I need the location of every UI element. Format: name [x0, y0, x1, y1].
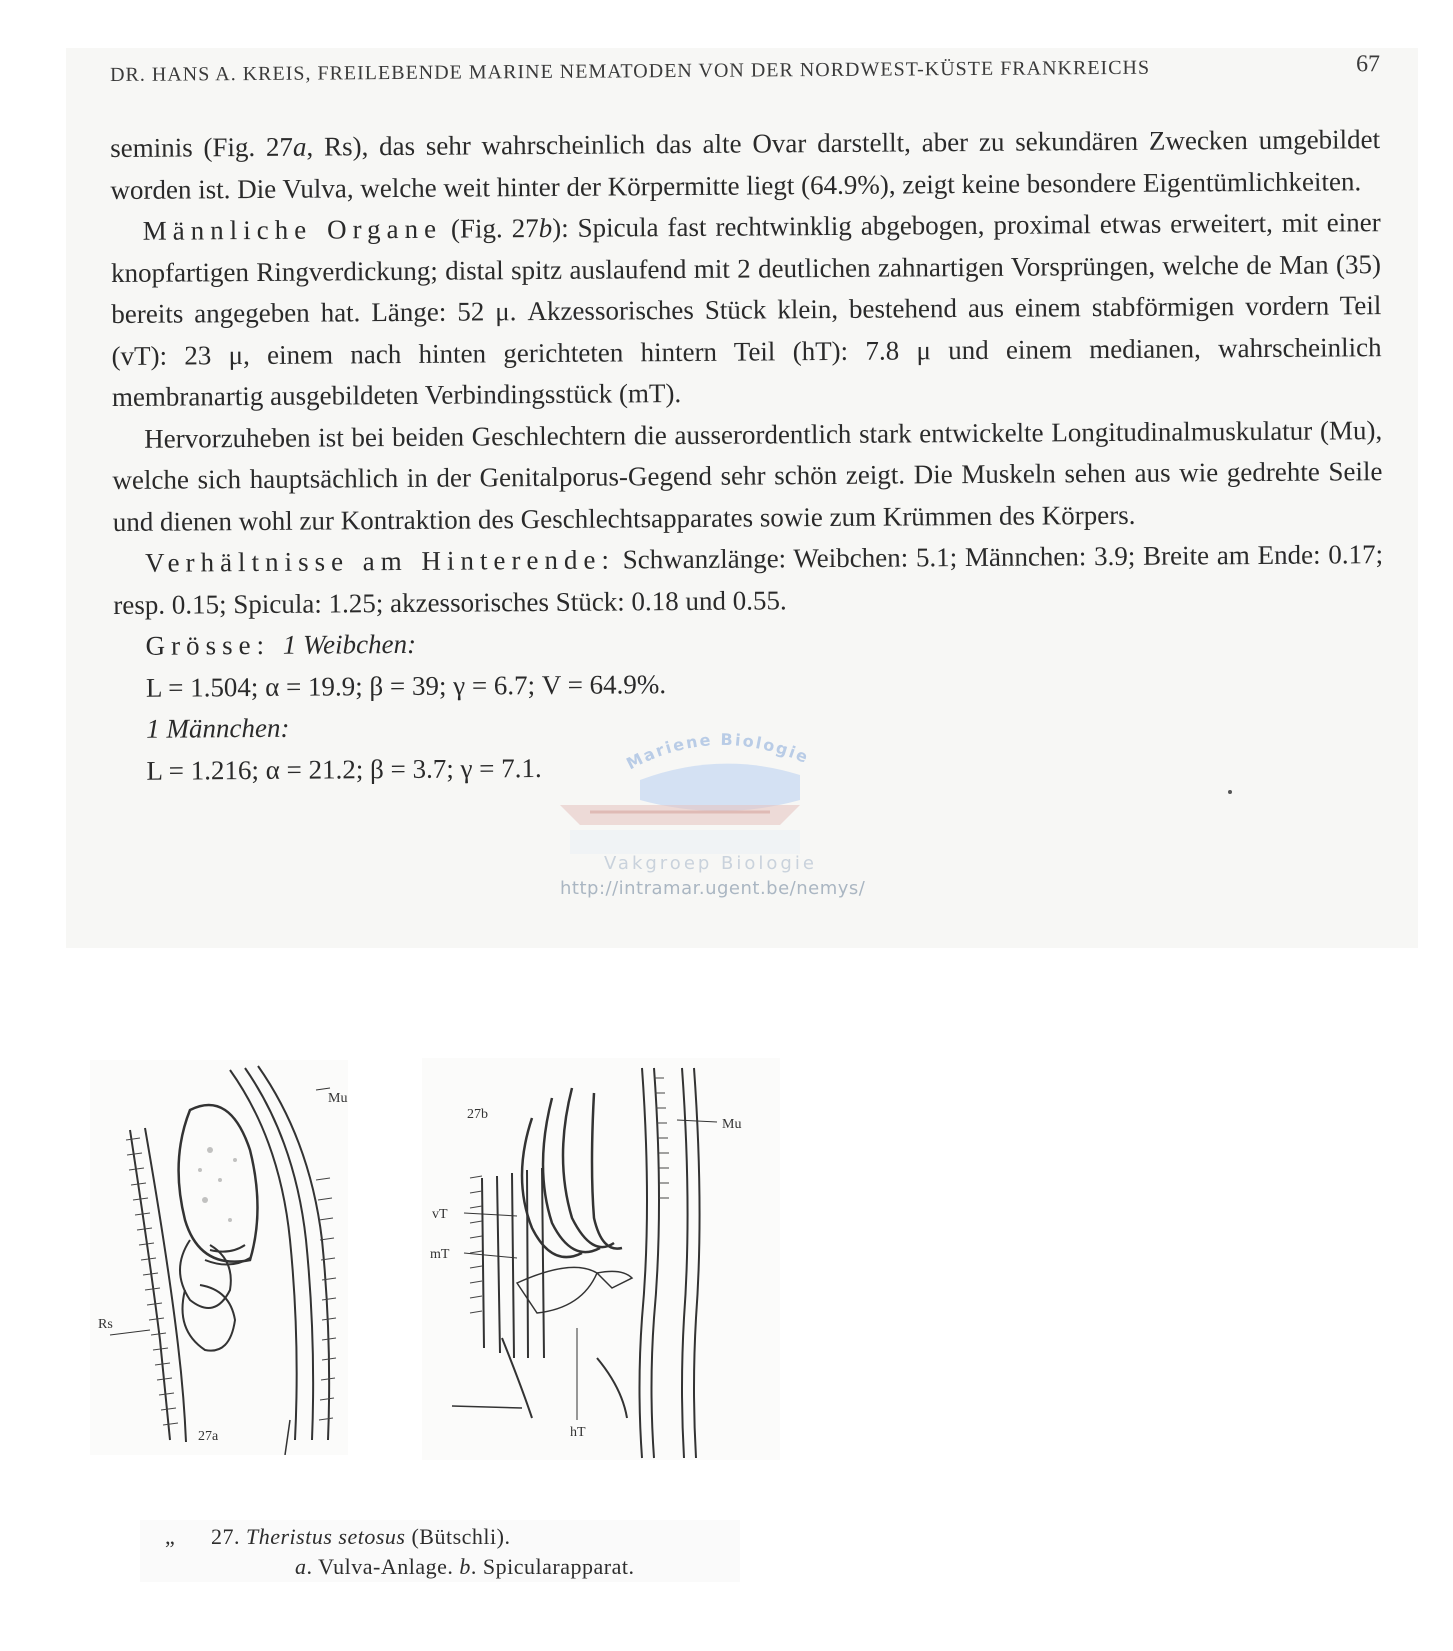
figure-27b-ht-label: hT [570, 1425, 586, 1440]
male-measurements: L = 1.216; α = 21.2; β = 3.7; γ = 7.1. [146, 752, 542, 786]
watermark-arc-text: Mariene Biologie [623, 730, 813, 774]
paragraph-1: seminis (Fig. 27a, Rs), das sehr wahrscheinlich das alte Ovar darstellt, aber zu sekundären Zwecken umgebildet worden ist. Die Vulva, welche weit hinter der Körpermitte liegt (64.9%), zeigt keine besondere Eigentümlichkeiten. [110, 124, 1381, 205]
caption-species: Theristus setosus [246, 1524, 406, 1549]
body-text [110, 119, 1385, 792]
caption-parts: a. Vulva-Anlage. b. Spicularapparat. [295, 1554, 635, 1579]
figure-27b-drawing [422, 1058, 780, 1460]
paragraph-lead-proportions: Verhältnisse am Hinterende: [144, 544, 616, 578]
caption-author: (Bütschli). [411, 1524, 511, 1549]
figure-27b-vt-label: vT [432, 1207, 448, 1222]
watermark-url: http://intramar.ugent.be/nemys/ [560, 878, 866, 899]
male-label: 1 Männchen: [146, 712, 290, 744]
figure-27b-mu-label: Mu [722, 1117, 742, 1132]
running-title: DR. HANS A. KREIS, FREILEBENDE MARINE NEMATODEN VON DER NORDWEST-KÜSTE FRANKREICHS [110, 56, 1151, 86]
size-heading: Grösse: 1 Weibchen: [145, 628, 417, 661]
caption-figure-number: 27. [211, 1524, 240, 1549]
watermark-logo [560, 730, 880, 900]
page-number: 67 [1355, 51, 1381, 78]
figure-27b-mt-label: mT [430, 1247, 450, 1262]
figure-27a-drawing [90, 1060, 348, 1455]
paragraph-3: Hervorzuheben ist bei beiden Geschlechtern die ausserordentlich stark entwickelte Longitudinalmuskulatur (Mu), welche sich hauptsächlich in der Genitalporus-Gegend sehr schön zeigt. Die Muskeln sehen aus wie gedrehte Seile und dienen wohl zur Kontraktion des Geschlechtsapparates sowie zum Krümmen des Körpers. [112, 414, 1383, 537]
figure-27b-label: 27b [467, 1107, 488, 1122]
watermark-label: Vakgroep Biologie [604, 853, 817, 874]
figure-27a-label: 27a [198, 1429, 219, 1444]
female-measurements: L = 1.504; α = 19.9; β = 39; γ = 6.7; V = 64.9%. [145, 668, 667, 703]
female-label: 1 Weibchen: [282, 628, 417, 660]
paragraph-4: Verhältnisse am Hinterende: Schwanzlänge: Weibchen: 5.1; Männchen: 3.9; Breite am Ende: 0.17; resp. 0.15; Spicula: 1.25; akzessorisches Stück: 0.18 und 0.55. [113, 539, 1384, 620]
figure-27a-mu-label: Mu [328, 1091, 348, 1106]
figure-27a-rs-label: Rs [98, 1317, 113, 1332]
figure-27b [422, 1058, 780, 1460]
caption-ditto-mark: „ [165, 1524, 176, 1549]
paragraph-lead-male-organs: Männliche Organe [142, 213, 443, 246]
paragraph-2: Männliche Organe (Fig. 27b): Spicula fast rechtwinklig abgebogen, proximal etwas erweitert, mit einer knopfartigen Ringverdickung; distal spitz auslaufend mit 2 deutlichen zahnartigen Vorsprüngen, welche de Man (35) bereits angegeben hat. Länge: 52 μ. Akzessorisches Stück klein, bestehend aus einem stabförmigen vordern Teil (vT): 23 μ, einem nach hinten gerichteten hintern Teil (hT): 7.8 μ und einem medianen, wahrscheinlich membranartig ausgebildeten Verbindingsstück (mT). [110, 207, 1382, 412]
figure-caption [165, 1522, 634, 1582]
speck [1228, 790, 1232, 794]
figure-27a [90, 1060, 348, 1455]
